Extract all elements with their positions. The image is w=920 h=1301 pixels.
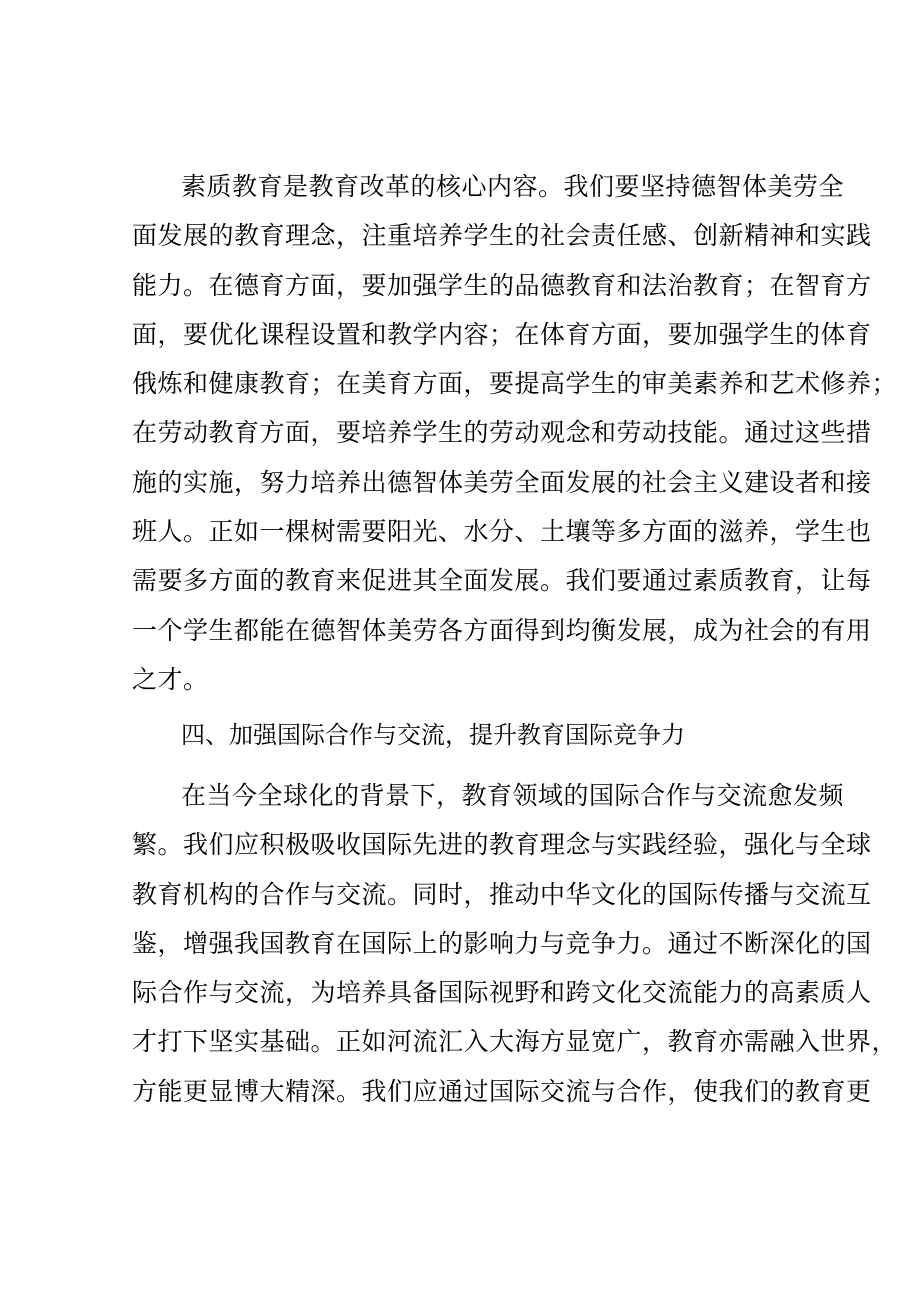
paragraph-line: 班人。正如一棵树需要阳光、水分、土壤等多方面的滋养，学生也 [132, 517, 872, 547]
paragraph-line: 之才。 [132, 664, 209, 694]
paragraph-line: 在劳动教育方面，要培养学生的劳动观念和劳动技能。通过这些措 [132, 418, 872, 448]
paragraph-line: 素质教育是教育改革的核心内容。我们要坚持德智体美劳全 [181, 172, 845, 201]
section-heading: 四、加强国际合作与交流，提升教育国际竞争力 [181, 721, 685, 749]
paragraph-line: 才打下坚实基础。正如河流汇入大海方显宽广，教育亦需融入世界， [132, 1027, 898, 1057]
paragraph-line: 俄炼和健康教育；在美育方面，要提高学生的审美素养和艺术修养； [132, 369, 898, 399]
paragraph-line: 需要多方面的教育来促进其全面发展。我们要通过素质教育，让每 [132, 566, 872, 596]
paragraph-line: 一个学生都能在德智体美劳各方面得到均衡发展，成为社会的有用 [132, 615, 872, 645]
paragraph-line: 际合作与交流，为培养具备国际视野和跨文化交流能力的高素质人 [132, 978, 872, 1008]
paragraph-international-cooperation [132, 771, 898, 1116]
paragraph-line: 能力。在德育方面，要加强学生的品德教育和法治教育；在智育方 [132, 270, 872, 300]
paragraph-line: 施的实施，努力培养出德智体美劳全面发展的社会主义建设者和接 [132, 467, 872, 497]
paragraph-line: 在当今全球化的背景下，教育领域的国际合作与交流愈发频 [181, 781, 845, 810]
paragraph-quality-education [132, 162, 898, 704]
paragraph-line: 方能更显博大精深。我们应通过国际交流与合作，使我们的教育更 [132, 1076, 872, 1106]
paragraph-line: 鉴，增强我国教育在国际上的影响力与竞争力。通过不断深化的国 [132, 928, 872, 958]
paragraph-line: 教育机构的合作与交流。同时，推动中华文化的国际传播与交流互 [132, 879, 872, 909]
paragraph-line: 面，要优化课程设置和教学内容；在体育方面，要加强学生的体育 [132, 319, 872, 349]
paragraph-line: 繁。我们应积极吸收国际先进的教育理念与实践经验，强化与全球 [132, 830, 872, 860]
paragraph-line: 面发展的教育理念，注重培养学生的社会责任感、创新精神和实践 [132, 221, 872, 251]
